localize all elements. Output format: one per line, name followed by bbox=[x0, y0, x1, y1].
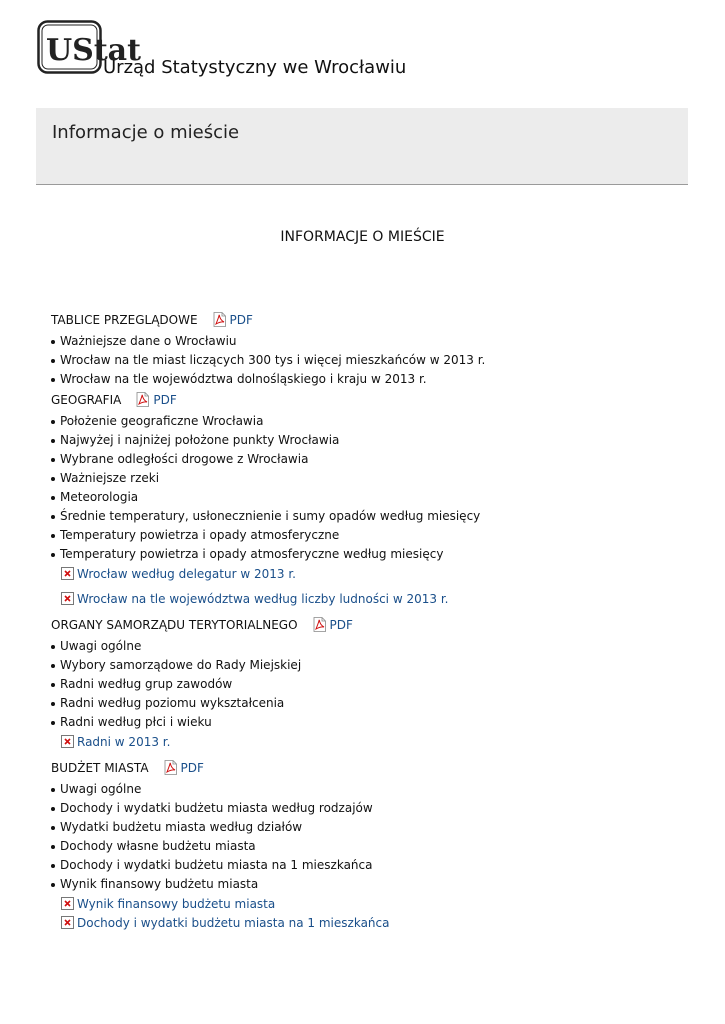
site-title: Urząd Statystyczny we Wrocławiu bbox=[103, 57, 407, 78]
table-link[interactable]: Dochody i wydatki budżetu miasta na 1 mieszkańca bbox=[77, 915, 390, 930]
page-banner bbox=[36, 108, 688, 185]
list-item: Położenie geograficzne Wrocławia bbox=[51, 412, 691, 431]
section-list bbox=[51, 412, 691, 564]
broken-image-icon bbox=[61, 592, 74, 605]
list-item: Ważniejsze rzeki bbox=[51, 469, 691, 488]
list-item: Dochody i wydatki budżetu miasta na 1 mieszkańca bbox=[51, 856, 691, 875]
image-link-row bbox=[61, 564, 691, 583]
list-item: Uwagi ogólne bbox=[51, 780, 691, 799]
list-item: Wydatki budżetu miasta według działów bbox=[51, 818, 691, 837]
list-item: Wynik finansowy budżetu miasta bbox=[51, 875, 691, 894]
section-list bbox=[51, 637, 691, 732]
list-item: Ważniejsze dane o Wrocławiu bbox=[51, 332, 691, 351]
main-heading: INFORMACJE O MIEŚCIE bbox=[280, 229, 445, 245]
broken-image-icon bbox=[61, 916, 74, 929]
pdf-link[interactable]: PDF bbox=[229, 312, 253, 327]
section-spacer bbox=[51, 608, 691, 614]
image-link-row bbox=[61, 894, 691, 913]
table-link[interactable]: Radni w 2013 r. bbox=[77, 734, 171, 749]
list-item: Średnie temperatury, usłonecznienie i sumy opadów według miesięcy bbox=[51, 507, 691, 526]
list-item: Radni według płci i wieku bbox=[51, 713, 691, 732]
pdf-icon bbox=[163, 760, 178, 775]
pdf-icon bbox=[212, 312, 227, 327]
broken-image-icon bbox=[61, 567, 74, 580]
section-heading bbox=[51, 615, 691, 634]
banner-title: Informacje o mieście bbox=[52, 122, 240, 143]
list-item: Wybrane odległości drogowe z Wrocławia bbox=[51, 450, 691, 469]
table-link[interactable]: Wrocław według delegatur w 2013 r. bbox=[77, 566, 296, 581]
pdf-icon bbox=[135, 392, 150, 407]
section-heading bbox=[51, 758, 691, 777]
section-spacer bbox=[51, 751, 691, 757]
list-item: Radni według grup zawodów bbox=[51, 675, 691, 694]
pdf-link[interactable]: PDF bbox=[329, 617, 353, 632]
section-label: GEOGRAFIA bbox=[51, 392, 122, 407]
ustat-logo-graphic bbox=[37, 20, 141, 74]
list-item: Dochody i wydatki budżetu miasta według rodzajów bbox=[51, 799, 691, 818]
image-link-row bbox=[61, 913, 691, 932]
broken-image-icon bbox=[61, 897, 74, 910]
section-list bbox=[51, 780, 691, 894]
list-item: Radni według poziomu wykształcenia bbox=[51, 694, 691, 713]
pdf-link[interactable]: PDF bbox=[180, 760, 204, 775]
list-item: Najwyżej i najniżej położone punkty Wrocławia bbox=[51, 431, 691, 450]
table-link[interactable]: Wynik finansowy budżetu miasta bbox=[77, 896, 276, 911]
section-label: BUDŻET MIASTA bbox=[51, 760, 149, 775]
broken-image-icon bbox=[61, 735, 74, 748]
logo-lettering: UStat bbox=[46, 33, 141, 68]
sections-container bbox=[51, 309, 691, 932]
list-item: Uwagi ogólne bbox=[51, 637, 691, 656]
list-item: Dochody własne budżetu miasta bbox=[51, 837, 691, 856]
pdf-link[interactable]: PDF bbox=[153, 392, 177, 407]
list-item: Wrocław na tle województwa dolnośląskiego i kraju w 2013 r. bbox=[51, 370, 691, 389]
image-link-row bbox=[61, 589, 691, 608]
list-item: Temperatury powietrza i opady atmosferyczne według miesięcy bbox=[51, 545, 691, 564]
section-heading bbox=[51, 390, 691, 409]
ustat-logo bbox=[37, 20, 141, 74]
list-item: Meteorologia bbox=[51, 488, 691, 507]
list-item: Wybory samorządowe do Rady Miejskiej bbox=[51, 656, 691, 675]
list-item: Wrocław na tle miast liczących 300 tys i więcej mieszkańców w 2013 r. bbox=[51, 351, 691, 370]
section-heading bbox=[51, 310, 691, 329]
section-label: ORGANY SAMORZĄDU TERYTORIALNEGO bbox=[51, 617, 298, 632]
section-list bbox=[51, 332, 691, 389]
table-link[interactable]: Wrocław na tle województwa według liczby ludności w 2013 r. bbox=[77, 591, 449, 606]
pdf-icon bbox=[312, 617, 327, 632]
list-item: Temperatury powietrza i opady atmosferyczne bbox=[51, 526, 691, 545]
section-label: TABLICE PRZEGLĄDOWE bbox=[51, 312, 198, 327]
image-link-row bbox=[61, 732, 691, 751]
